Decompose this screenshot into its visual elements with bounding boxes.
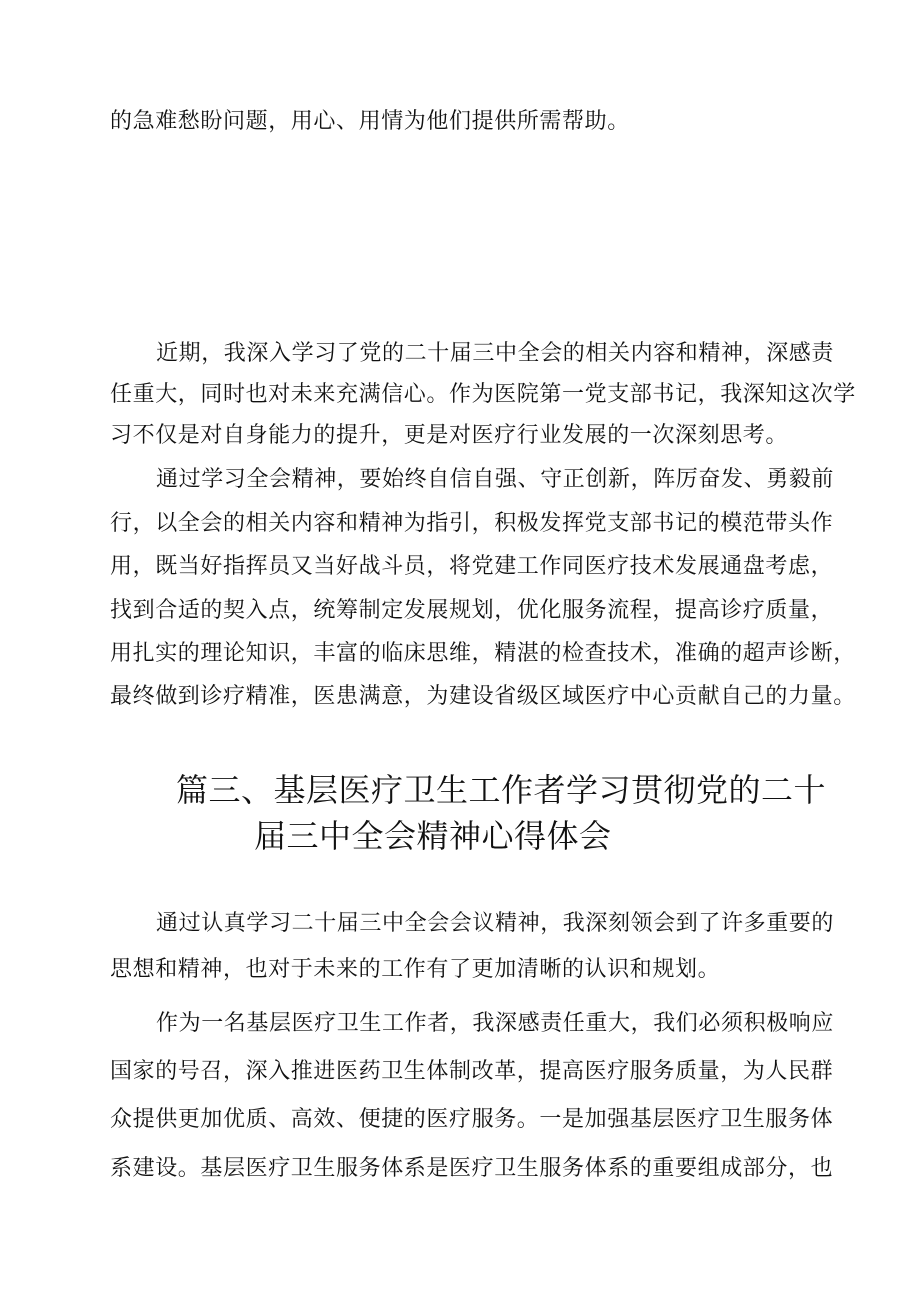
section2-p2-line5: 用扎实的理论知识，丰富的临床思维，精湛的检查技术，准确的超声诊断， [110, 641, 856, 666]
section2-p2-line1: 通过学习全会精神，要始终自信自强、守正创新，阵厉奋发、勇毅前 [156, 467, 835, 492]
section2-p2-line2: 行，以全会的相关内容和精神为指引，积极发挥党支部书记的模范带头作 [110, 511, 834, 536]
section2-p2-line6: 最终做到诊疗精准，医患满意，为建设省级区域医疗中心贡献自己的力量。 [110, 684, 856, 709]
section2-p2-line4: 找到合适的契入点，统筹制定发展规划，优化服务流程，提高诊疗质量， [110, 598, 834, 623]
section3-p2-line1: 作为一名基层医疗卫生工作者，我深感责任重大，我们必须积极响应 [156, 1011, 835, 1036]
section3-p1-line2: 思想和精神，也对于未来的工作有了更加清晰的认识和规划。 [110, 957, 721, 982]
section3-title-line2: 届三中全会精神心得体会 [254, 817, 612, 855]
section3-p1-line1: 通过认真学习二十届三中全会会议精神，我深刻领会到了许多重要的 [156, 911, 835, 936]
section2-p1-line1: 近期，我深入学习了党的二十届三中全会的相关内容和精神，深感责 [156, 341, 835, 366]
paragraph-line: 的急难愁盼问题，用心、用情为他们提供所需帮助。 [110, 109, 630, 134]
section2-p1-line2: 任重大，同时也对未来充满信心。作为医院第一党支部书记，我深知这次学 [110, 382, 856, 407]
section3-p2-line3: 众提供更加优质、高效、便捷的医疗服务。一是加强基层医疗卫生服务体 [110, 1107, 834, 1132]
section2-title-line1 [0, 203, 920, 229]
section2-p2-line3: 用，既当好指挥员又当好战斗员，将党建工作同医疗技术发展通盘考虑， [110, 554, 834, 579]
section2-p1-line3: 习不仅是对自身能力的提升，更是对医疗行业发展的一次深刻思考。 [110, 423, 789, 448]
section3-p2-line2: 国家的号召，深入推进医药卫生体制改革，提高医疗服务质量，为人民群 [110, 1059, 834, 1084]
section3-p2-line4: 系建设。基层医疗卫生服务体系是医疗卫生服务体系的重要组成部分，也 [110, 1156, 834, 1181]
section2-title-line2 [0, 244, 920, 270]
section3-title-line1: 篇三、基层医疗卫生工作者学习贯彻党的二十 [176, 771, 827, 809]
